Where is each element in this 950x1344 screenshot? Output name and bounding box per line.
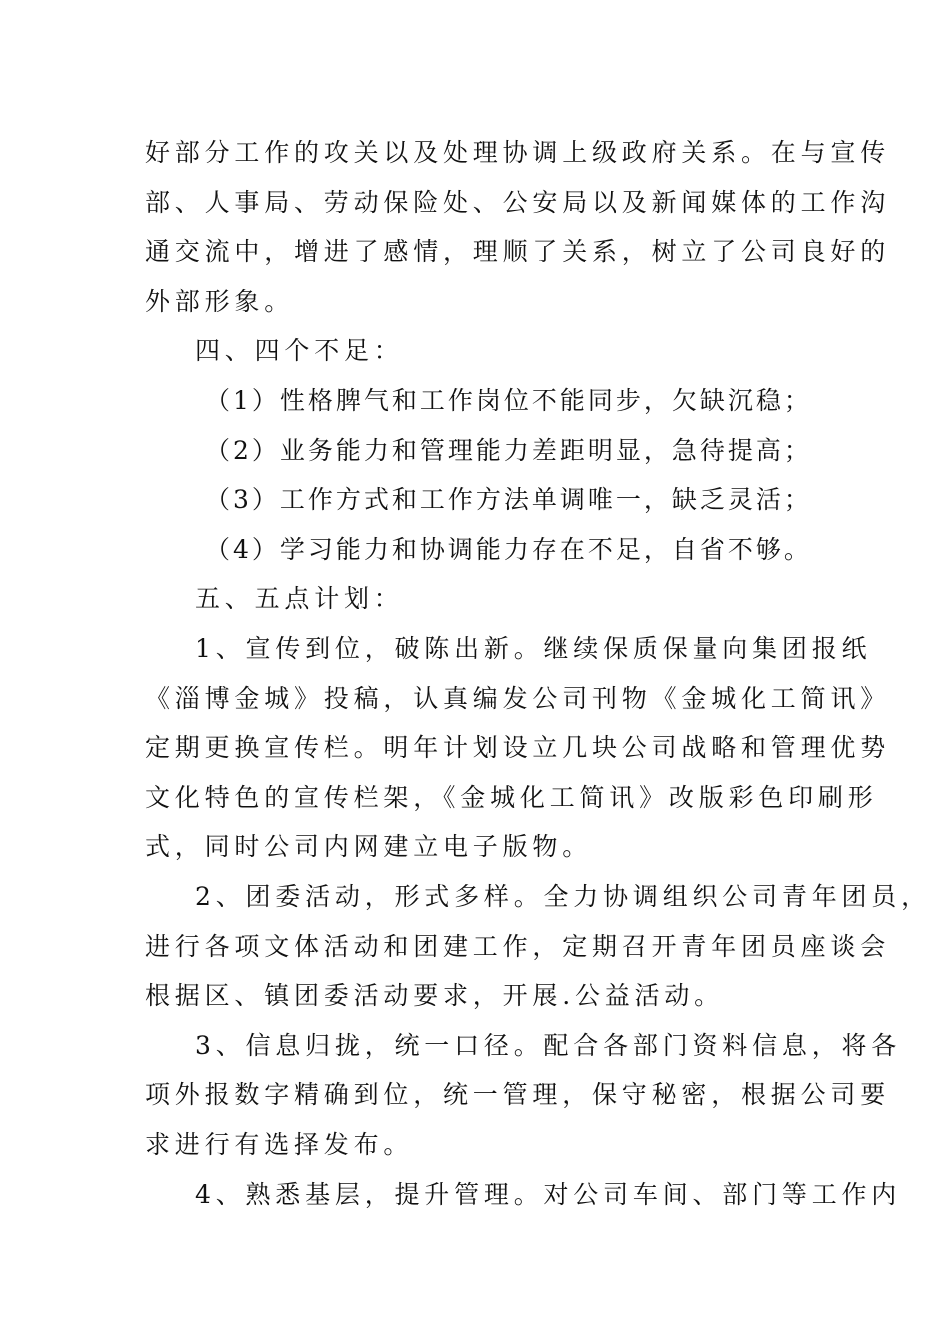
body-text-line: 式，同时公司内网建立电子版物。 [145,832,593,862]
body-text-line: 求进行有选择发布。 [145,1130,414,1159]
body-text-line: 通交流中，增进了感情，理顺了关系，树立了公司良好的 [145,237,891,267]
body-text-line: 项外报数字精确到位，统一管理，保守秘密，根据公司要 [145,1080,891,1110]
body-text-line: 好部分工作的攻关以及处理协调上级政府关系。在与宣传 [145,138,891,167]
body-text-line: 《淄博金城》投稿，认真编发公司刊物《金城化工简讯》 [145,683,891,713]
paragraph-first-line: 1、宣传到位，破陈出新。继续保质保量向集团报纸 [195,634,872,663]
list-item: （2）业务能力和管理能力差距明显，急待提高； [205,435,812,465]
paragraph-first-line: 3、信息归拢，统一口径。配合各部门资料信息，将各 [195,1030,902,1060]
section-heading: 五、五点计划： [195,584,404,614]
paragraph-first-line: 2、团委活动，形式多样。全力协调组织公司青年团员， [195,882,931,911]
body-text-line: 进行各项文体活动和团建工作，定期召开青年团员座谈会 [145,931,891,961]
list-item: （1）性格脾气和工作岗位不能同步，欠缺沉稳； [205,386,812,415]
body-text-line: 定期更换宣传栏。明年计划设立几块公司战略和管理优势 [145,733,891,763]
list-item: （3）工作方式和工作方法单调唯一，缺乏灵活； [205,485,812,515]
body-text-line: 文化特色的宣传栏架，《金城化工简讯》改版彩色印刷形 [145,782,878,812]
body-text-line: 外部形象。 [145,286,295,316]
body-text-line: 部、人事局、劳动保险处、公安局以及新闻媒体的工作沟 [145,187,891,217]
section-heading: 四、四个不足： [195,336,404,366]
body-text-line: 根据区、镇团委活动要求，开展.公益活动。 [145,981,724,1011]
list-item: （4）学习能力和协调能力存在不足，自省不够。 [205,534,812,564]
paragraph-first-line: 4、熟悉基层，提升管理。对公司车间、部门等工作内 [195,1179,902,1209]
